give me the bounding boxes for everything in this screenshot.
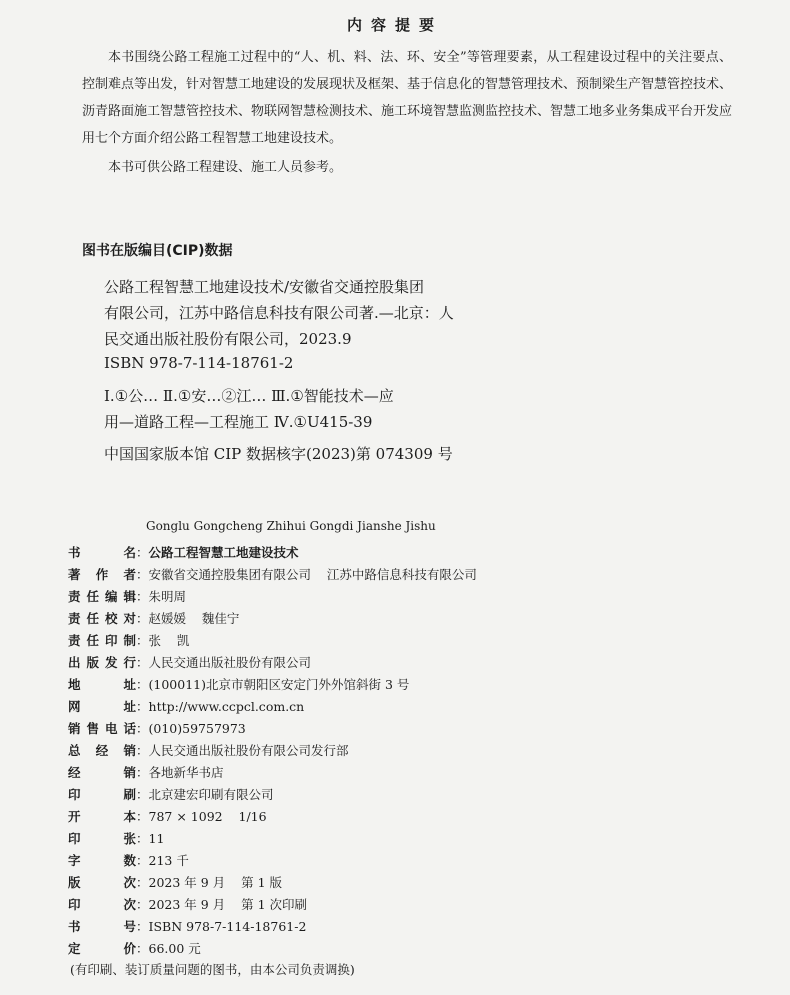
- colophon-row: [68, 719, 246, 737]
- colophon-value: ISBN 978-7-114-18761-2: [148, 919, 307, 934]
- colophon-row: [68, 939, 201, 957]
- cip-classification: Ⅰ.①公… Ⅱ.①安…②江… Ⅲ.①智能技术—应: [104, 387, 394, 405]
- colophon-value: 213 千: [148, 853, 189, 868]
- colophon-colon: ：: [136, 897, 149, 912]
- colophon-colon: ：: [136, 655, 149, 670]
- colophon-value: 66.00 元: [148, 941, 201, 956]
- colophon-colon: ：: [136, 721, 149, 736]
- colophon-colon: ：: [136, 787, 149, 802]
- colophon-value: 11: [148, 831, 165, 846]
- cip-classification: 用—道路工程—工程施工 Ⅳ.①U415-39: [104, 413, 373, 431]
- colophon-colon: ：: [136, 633, 149, 648]
- colophon-row: [68, 543, 299, 561]
- colophon-label: 总经销: [68, 743, 136, 758]
- colophon-row: [68, 763, 224, 781]
- audience-paragraph: 本书可供公路工程建设、施工人员参考。: [108, 160, 343, 175]
- colophon-value: 人民交通出版社股份有限公司: [148, 655, 312, 670]
- colophon-label: 印张: [68, 831, 136, 846]
- summary-title: 内容提要: [346, 16, 443, 34]
- colophon-label: 印刷: [68, 787, 136, 802]
- colophon-row: [68, 697, 304, 715]
- website-link: http://www.ccpcl.com.cn: [148, 699, 305, 714]
- colophon-label: 责任校对: [68, 611, 136, 626]
- colophon-colon: ：: [136, 699, 149, 714]
- colophon-row: [68, 565, 477, 583]
- colophon-value: (100011)北京市朝阳区安定门外外馆斜街 3 号: [148, 677, 410, 692]
- colophon-value: 2023 年 9 月 第 1 次印刷: [148, 897, 307, 912]
- colophon-value: (010)59757973: [148, 721, 246, 736]
- colophon-colon: ：: [136, 853, 149, 868]
- colophon-row: [68, 807, 267, 825]
- cip-line: 公路工程智慧工地建设技术/安徽省交通控股集团: [104, 278, 425, 296]
- colophon-colon: ：: [136, 941, 149, 956]
- colophon-label: 书号: [68, 919, 136, 934]
- colophon-value: 北京建宏印刷有限公司: [148, 787, 274, 802]
- colophon-colon: ：: [136, 831, 149, 846]
- colophon-value: 各地新华书店: [148, 765, 224, 780]
- summary-paragraph: 本书围绕公路工程施工过程中的“人、机、料、法、环、安全”等管理要素，从工程建设过程中的关注要点、控制难点等出发，针对智慧工地建设的发展现状及框架、基于信息化的智慧管理技术、预制梁生产智慧管控技术、沥青路面施工智慧管控技术、物联网智慧检测技术、施工环境智慧监测监控技术、智慧工地多业务集成平台开发应用七个方面介绍公路工程智慧工地建设技术。: [82, 50, 733, 146]
- colophon-value: 朱明周: [148, 589, 187, 604]
- colophon-label: 出版发行: [68, 655, 136, 670]
- colophon-row: [68, 587, 186, 605]
- colophon-colon: ：: [136, 919, 149, 934]
- colophon-row: [68, 895, 307, 913]
- colophon-row: [68, 873, 282, 891]
- colophon-label: 开本: [68, 809, 136, 824]
- colophon-colon: ：: [136, 809, 149, 824]
- colophon-value: 赵媛媛 魏佳宁: [148, 611, 240, 626]
- colophon-colon: ：: [136, 567, 149, 582]
- colophon-label: 经销: [68, 765, 136, 780]
- colophon-colon: ：: [136, 589, 149, 604]
- colophon-label: 地址: [68, 677, 136, 692]
- colophon-label: 责任印制: [68, 633, 136, 648]
- colophon-label: 销售电话: [68, 721, 136, 736]
- colophon-colon: ：: [136, 611, 149, 626]
- colophon-row: [68, 631, 189, 649]
- cip-line: 民交通出版社股份有限公司，2023.9: [104, 330, 352, 348]
- colophon-value: 公路工程智慧工地建设技术: [148, 545, 299, 560]
- colophon-row: [68, 609, 239, 627]
- cip-record-number: 中国国家版本馆 CIP 数据核字(2023)第 074309 号: [104, 445, 453, 463]
- colophon-label: 书名: [68, 545, 136, 560]
- colophon-label: 定价: [68, 941, 136, 956]
- colophon-value: 安徽省交通控股集团有限公司 江苏中路信息科技有限公司: [148, 567, 477, 582]
- colophon-colon: ：: [136, 545, 149, 560]
- colophon-label: 印次: [68, 897, 136, 912]
- colophon-row: [68, 675, 409, 693]
- colophon-label: 版次: [68, 875, 136, 890]
- colophon-colon: ：: [136, 875, 149, 890]
- colophon-colon: ：: [136, 765, 149, 780]
- colophon-label: 著作者: [68, 567, 136, 582]
- colophon-value: 2023 年 9 月 第 1 版: [148, 875, 282, 890]
- colophon-row: [68, 829, 164, 847]
- colophon-row: [68, 741, 349, 759]
- colophon-value: 787 × 1092 1/16: [148, 809, 267, 824]
- cip-line: 有限公司，江苏中路信息科技有限公司著.—北京：人: [104, 304, 454, 322]
- colophon-label: 责任编辑: [68, 589, 136, 604]
- colophon-row: [68, 785, 274, 803]
- colophon-row: [68, 653, 311, 671]
- cip-heading: 图书在版编目(CIP)数据: [82, 243, 233, 259]
- colophon-label: 网址: [68, 699, 136, 714]
- colophon-label: 字数: [68, 853, 136, 868]
- colophon-row: [68, 917, 306, 935]
- colophon-value: 人民交通出版社股份有限公司发行部: [148, 743, 349, 758]
- colophon-row: [68, 851, 189, 869]
- cip-isbn: ISBN 978-7-114-18761-2: [104, 354, 294, 372]
- colophon-colon: ：: [136, 743, 149, 758]
- colophon-value: 张 凯: [148, 633, 190, 648]
- quality-footnote: (有印刷、装订质量问题的图书，由本公司负责调换): [70, 962, 355, 977]
- pinyin-title: Gonglu Gongcheng Zhihui Gongdi Jianshe Jishu: [146, 519, 436, 533]
- colophon-colon: ：: [136, 677, 149, 692]
